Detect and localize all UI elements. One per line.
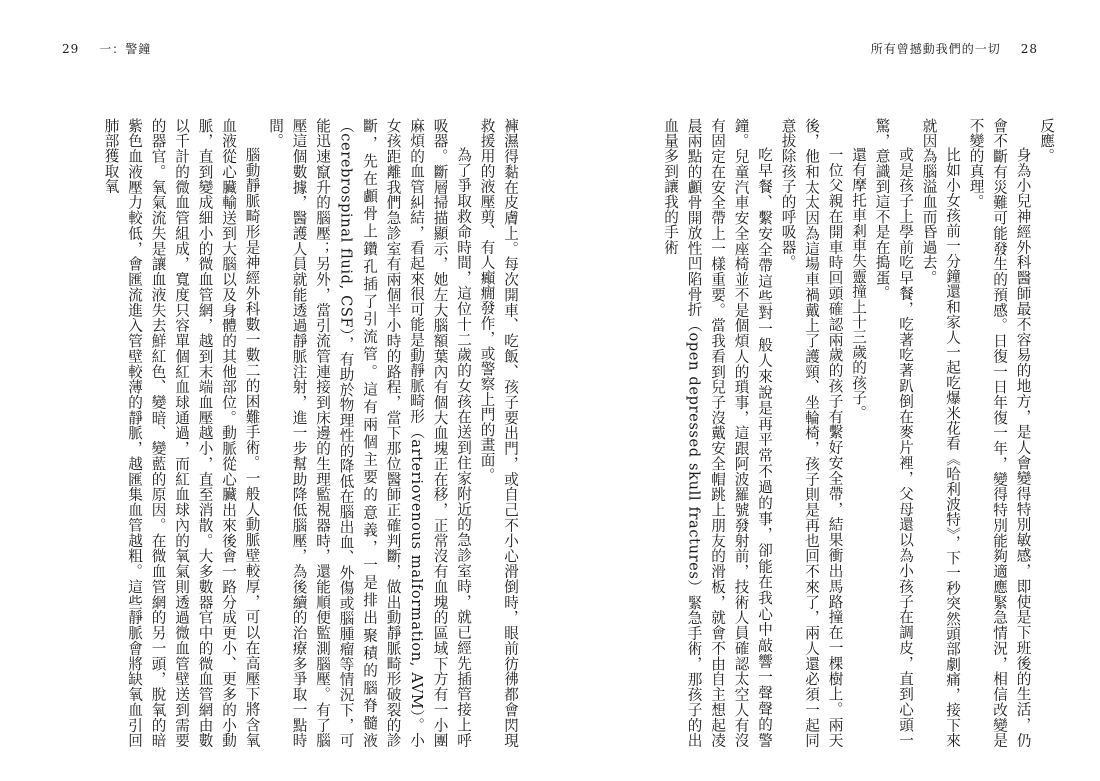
right-running-head	[871, 40, 1038, 57]
right-book-title: 所有曾撼動我們的一切	[870, 42, 1001, 56]
paragraph: 吃早餐、繫安全帶這些對一般人來說是再平常不過的事，卻能在我心中敲響一聲聲的警鐘。兒童汽車安全座椅並不是個煩人的瑣事，這跟阿波羅號發射前，技術人員確認太空人有沒有固定在安全帶上一樣重要。當我看到兒子沒戴安全帽跳上朋友的滑板，就會不由自主想起凌晨兩點的顱骨開放性凹陷骨折（open depressed skull fractures）緊急手術，那孩子的出血量多到讓我的手術	[662, 118, 773, 748]
paragraph: 或是孩子上學前吃早餐，吃著吃著趴倒在麥片裡，父母還以為小孩子在調皮，直到心頭一驚，意識到這不是在搗蛋。	[873, 118, 914, 748]
left-page-number: 29	[62, 42, 80, 56]
paragraph: 反應。	[1038, 118, 1055, 164]
paragraph: 褲濕得黏在皮膚上。每次開車、吃飯、孩子要出門，或自己不小心滑倒時，眼前彷彿都會閃現救援用的液壓剪、有人癲癇發作，或警察上門的畫面。	[478, 118, 519, 748]
left-body-text	[52, 118, 522, 748]
paragraph: 一位父親在開車時回頭確認兩歲的孩子有繫好安全帶，結果衝出馬路撞在一棵樹上。兩天後，他和太太因為這場車禍戴上了護頸、坐輪椅，孩子則是再也回不來了，兩人還必須一起同意拔除孩子的呼吸器。	[779, 118, 844, 748]
paragraph: 比如小女孩前一分鐘還和家人一起吃爆米花看《哈利波特》，下一秒突然頭部劇痛，接下來就因為腦溢血而昏過去。	[920, 118, 961, 748]
left-running-head	[62, 40, 151, 57]
left-chapter-title: 一：警鐘	[99, 42, 152, 56]
paragraph: 還有摩托車剎車失靈撞上十三歲的孩子。	[850, 147, 867, 421]
right-body-text	[576, 118, 1058, 748]
paragraph: 為了爭取救命時間，這位十二歲的女孩在送到住家附近的急診室時，就已經先插管接上呼吸器。斷層掃描顯示，她左大腦額葉內有個大血塊正在移，正常沒有血塊的區域下方有一小團麻煩的血管糾結，看起來很可能是動靜脈畸形（arteriovenous malformation, AVM）。小女孩距離我們急診室有兩個半小時的路程，當下那位醫師正確判斷，做出動靜脈畸形破裂的診斷，先在顱骨上鑽孔插了引流管。這有兩個主要的意義，一是排出聚積的腦脊髓液（cerebrospinal fluid, CSF），有助於物理性的降低在腦出血、外傷或腦腫瘤等情況下，可能迅速竄升的腦壓；另外，當引流管連接到床邊的生理監視器時，還能順便監測腦壓。有了腦壓這個數據，醫護人員就能透過靜脈注射，進一步幫助降低腦壓，為後續的治療多爭取一點時間。	[267, 118, 472, 748]
right-page-number: 28	[1020, 42, 1038, 56]
paragraph: 身為小兒神經外科醫師最不容易的地方，是人會變得特別敏感，即使是下班後的生活，仍會不斷有災難可能發生的預感。日復一日年復一年，變得特別能夠適應緊急情況，相信改變是不變的真理。	[967, 118, 1032, 748]
right-page	[550, 0, 1100, 781]
paragraph: 腦動靜脈畸形是神經外科數一數二的困難手術。一般人動脈壁較厚，可以在高壓下將含氧血液從心臟輸送到大腦以及身體的其他部位。動脈從心臟出來後會一路分成更小、更多的小動脈，直到變成細小的微血管網，越到末端血壓越小，直至消散。大多數器官中的微血管網由數以千計的微血管組成，寬度只容單個紅血球通過，而紅血球內的氧氣則透過微血管壁送到需要的器官。氧氣流失是讓血液失去鮮紅色、變暗、變藍的原因。在微血管網的另一頭，脫氧的暗紫色血液壓力較低，會匯流進入管壁較薄的靜脈，越匯集血管越粗。這些靜脈會將缺氧血引回肺部獲取氧	[102, 118, 261, 748]
